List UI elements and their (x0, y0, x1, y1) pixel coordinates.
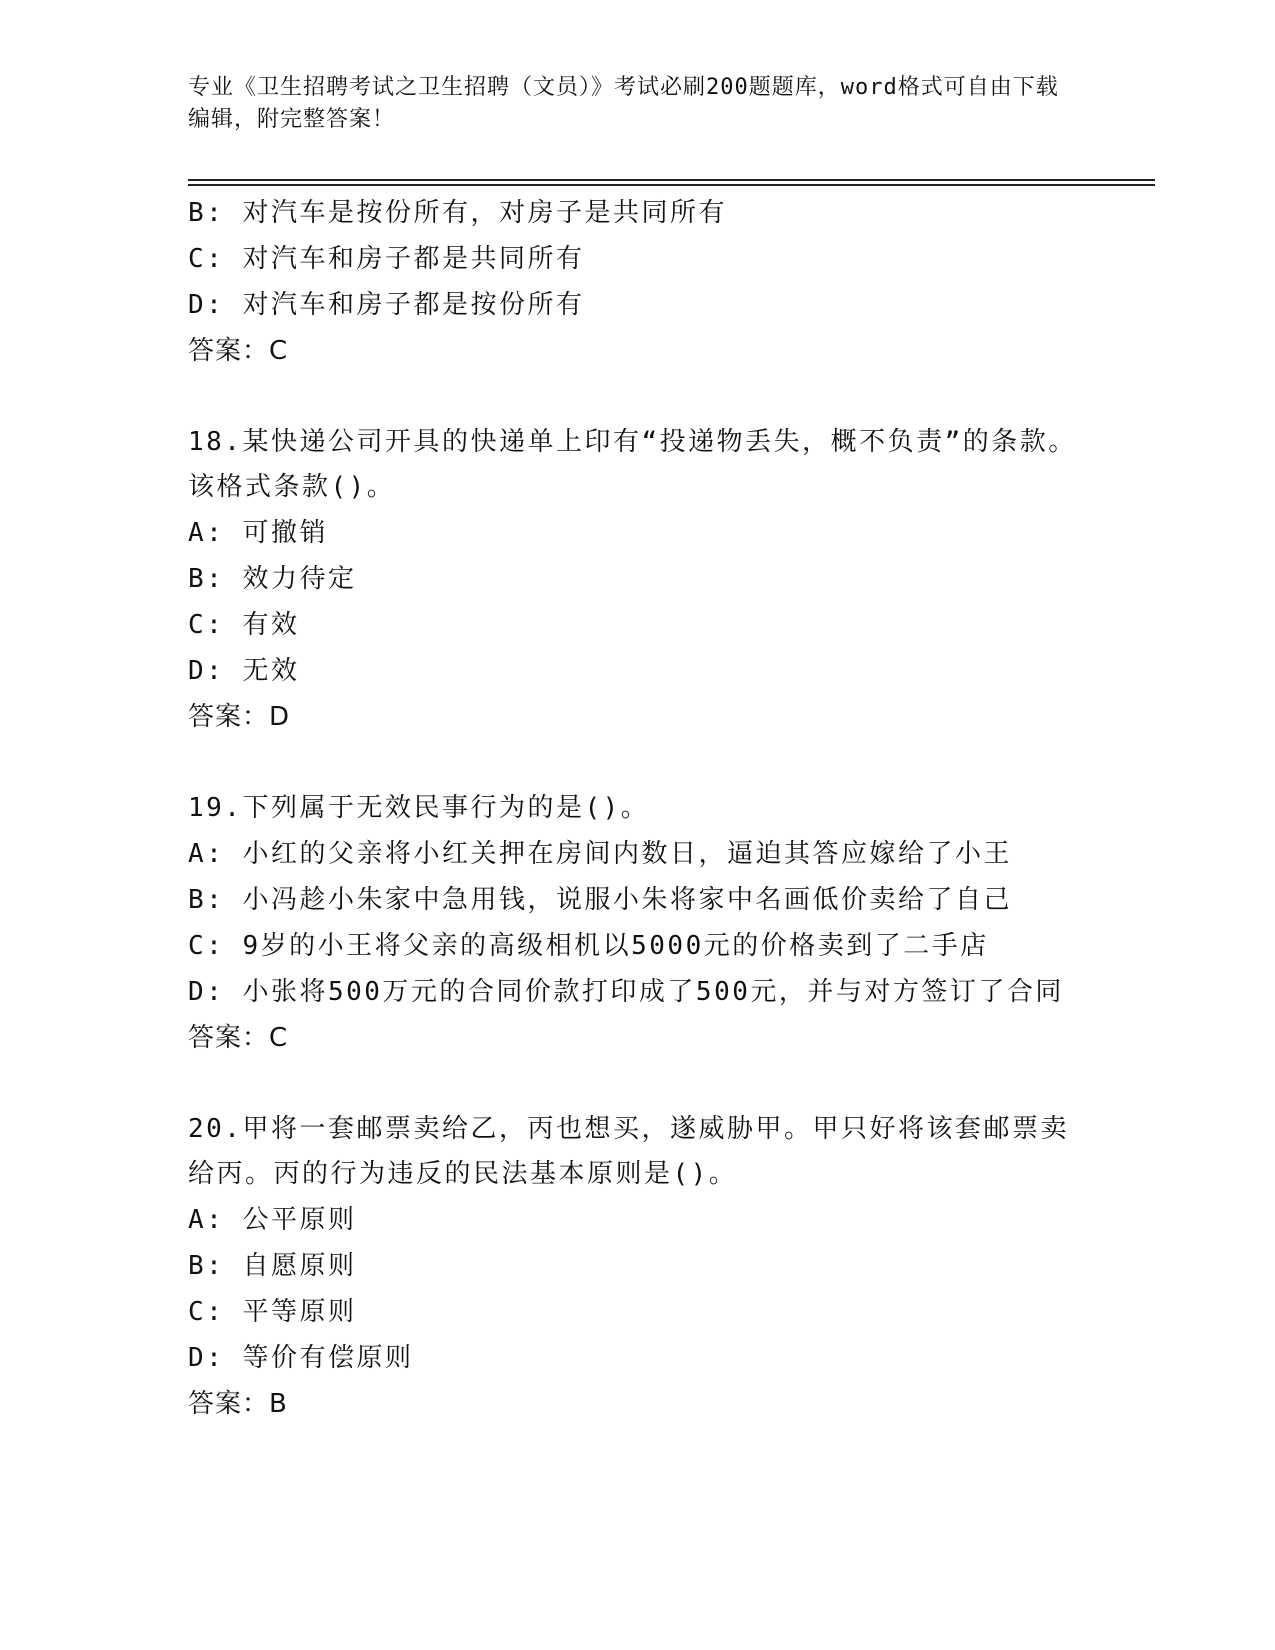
question-text: 20.甲将一套邮票卖给乙，丙也想买，遂威胁甲。甲只好将该套邮票卖给丙。丙的行为违反的民法基本原则是()。 (188, 1114, 1069, 1189)
option-d: D: 小张将500万元的合同价款打印成了500元，并与对方签订了合同 (188, 977, 1064, 1007)
header-rule-bottom (188, 184, 1155, 186)
option-c: C: 对汽车和房子都是共同所有 (188, 244, 585, 274)
document-header: 专业《卫生招聘考试之卫生招聘（文员）》考试必刷200题题库，word格式可自由下载编辑，附完整答案！ (188, 75, 1059, 132)
question-text: 18.某快递公司开具的快递单上印有“投递物丢失，概不负责”的条款。该格式条款()。 (188, 427, 1077, 502)
spacer (188, 1061, 1088, 1107)
answer-line: 答案：C (188, 1023, 289, 1053)
option-a: A: 可撤销 (188, 518, 328, 548)
answer-line: 答案：D (188, 702, 291, 732)
spacer (188, 374, 1088, 420)
option-b: B: 自愿原则 (188, 1251, 357, 1281)
option-d: D: 对汽车和房子都是按份所有 (188, 290, 585, 320)
question-18 (188, 420, 1088, 740)
option-c: C: 平等原则 (188, 1297, 357, 1327)
option-b: B: 效力待定 (188, 564, 357, 594)
carryover-question (188, 190, 1088, 374)
option-b: B: 小冯趁小朱家中急用钱，说服小朱将家中名画低价卖给了自己 (188, 885, 1012, 915)
option-d: D: 无效 (188, 656, 300, 686)
question-19 (188, 786, 1088, 1061)
spacer (188, 740, 1088, 786)
question-20 (188, 1107, 1088, 1427)
header-rule-top (188, 179, 1155, 181)
answer-line: 答案：C (188, 336, 289, 366)
option-c: C: 有效 (188, 610, 300, 640)
option-a: A: 公平原则 (188, 1205, 357, 1235)
option-c: C: 9岁的小王将父亲的高级相机以5000元的价格卖到了二手店 (188, 931, 989, 961)
option-d: D: 等价有偿原则 (188, 1343, 414, 1373)
answer-line: 答案：B (188, 1389, 288, 1419)
option-b: B: 对汽车是按份所有，对房子是共同所有 (188, 198, 727, 228)
question-text: 19.下列属于无效民事行为的是()。 (188, 793, 650, 823)
option-a: A: 小红的父亲将小红关押在房间内数日，逼迫其答应嫁给了小王 (188, 839, 1012, 869)
question-list (188, 190, 1088, 1427)
